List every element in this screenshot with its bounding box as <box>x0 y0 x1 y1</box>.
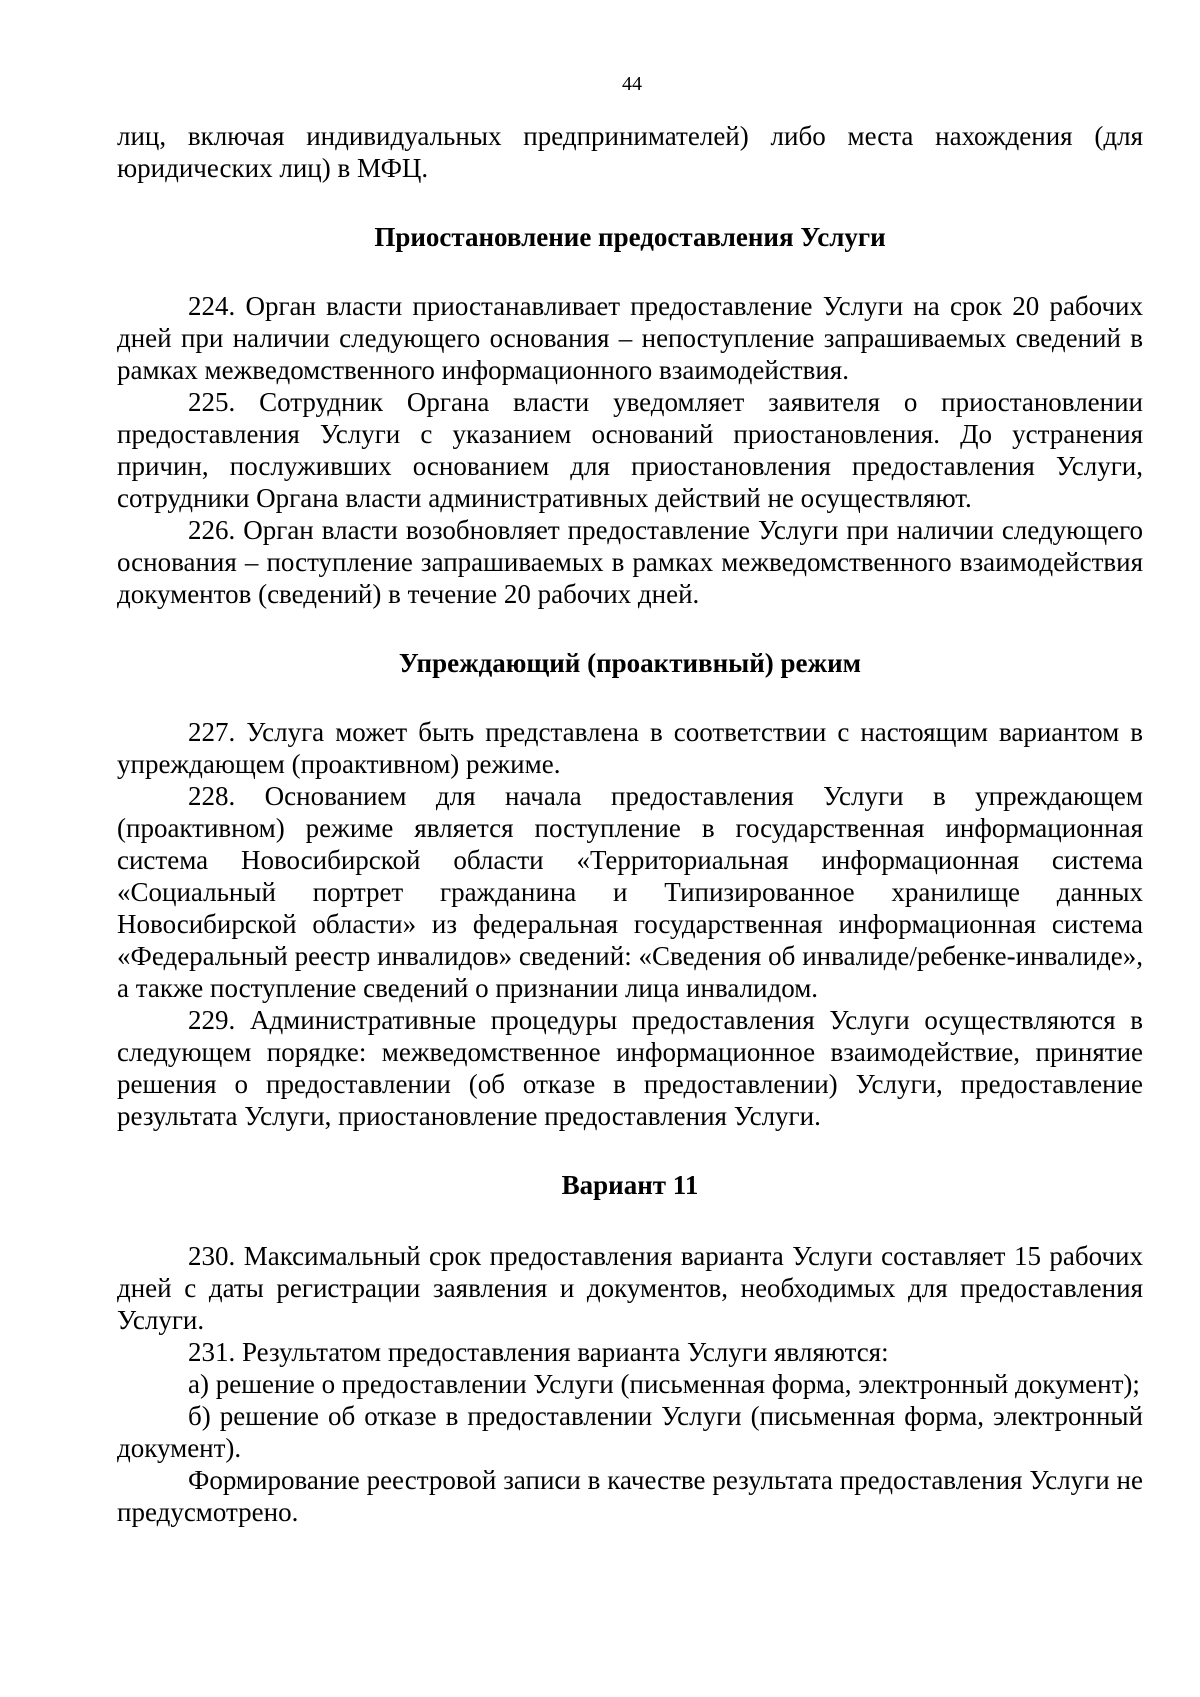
paragraph-227: 227. Услуга может быть представлена в соответствии с настоящим вариантом в упреждающем (проактивном) режиме. <box>117 717 1143 779</box>
paragraph-229: 229. Административные процедуры предоставления Услуги осуществляются в следующем порядке: межведомственное информационное взаимодействие, принятие решения о предоставлении (об отказе в предоставлении) Услуги, предоставление результата Услуги, приостановление предоставления Услуги. <box>117 1005 1143 1131</box>
paragraph-228: 228. Основанием для начала предоставления Услуги в упреждающем (проактивном) режиме является поступление в государственная информационная система Новосибирской области «Территориальная информационная система «Социальный портрет гражданина и Типизированное хранилище данных Новосибирской области» из федеральная государственная информационная система «Федеральный реестр инвалидов» сведений: «Сведения об инвалиде/ребенке-инвалиде», а также поступление сведений о признании лица инвалидом. <box>117 781 1143 1003</box>
list-item-231b: б) решение об отказе в предоставлении Услуги (письменная форма, электронный документ). <box>117 1401 1143 1463</box>
section-heading-suspension: Приостановление предоставления Услуги <box>374 222 886 252</box>
page-number: 44 <box>622 73 642 95</box>
paragraph-226: 226. Орган власти возобновляет предоставление Услуги при наличии следующего основания – поступление запрашиваемых в рамках межведомственного взаимодействия документов (сведений) в течение 20 рабочих дней. <box>117 515 1143 609</box>
paragraph-final: Формирование реестровой записи в качестве результата предоставления Услуги не предусмотрено. <box>117 1465 1143 1527</box>
section-heading-proactive-mode: Упреждающий (проактивный) режим <box>398 648 862 678</box>
paragraph-231: 231. Результатом предоставления варианта Услуги являются: <box>188 1337 889 1367</box>
list-item-231a: а) решение о предоставлении Услуги (письменная форма, электронный документ); <box>188 1369 1140 1399</box>
paragraph-224: 224. Орган власти приостанавливает предоставление Услуги на срок 20 рабочих дней при наличии следующего основания – непоступление запрашиваемых сведений в рамках межведомственного информационного взаимодействия. <box>117 291 1143 385</box>
section-heading-variant-11: Вариант 11 <box>561 1170 699 1200</box>
document-body <box>117 120 1143 1528</box>
paragraph-230: 230. Максимальный срок предоставления варианта Услуги составляет 15 рабочих дней с даты регистрации заявления и документов, необходимых для предоставления Услуги. <box>117 1241 1143 1335</box>
paragraph-intro: лиц, включая индивидуальных предпринимателей) либо места нахождения (для юридических лиц) в МФЦ. <box>117 121 1143 183</box>
paragraph-225: 225. Сотрудник Органа власти уведомляет заявителя о приостановлении предоставления Услуги с указанием оснований приостановления. До устранения причин, послуживших основанием для приостановления предоставления Услуги, сотрудники Органа власти административных действий не осуществляют. <box>117 387 1143 513</box>
